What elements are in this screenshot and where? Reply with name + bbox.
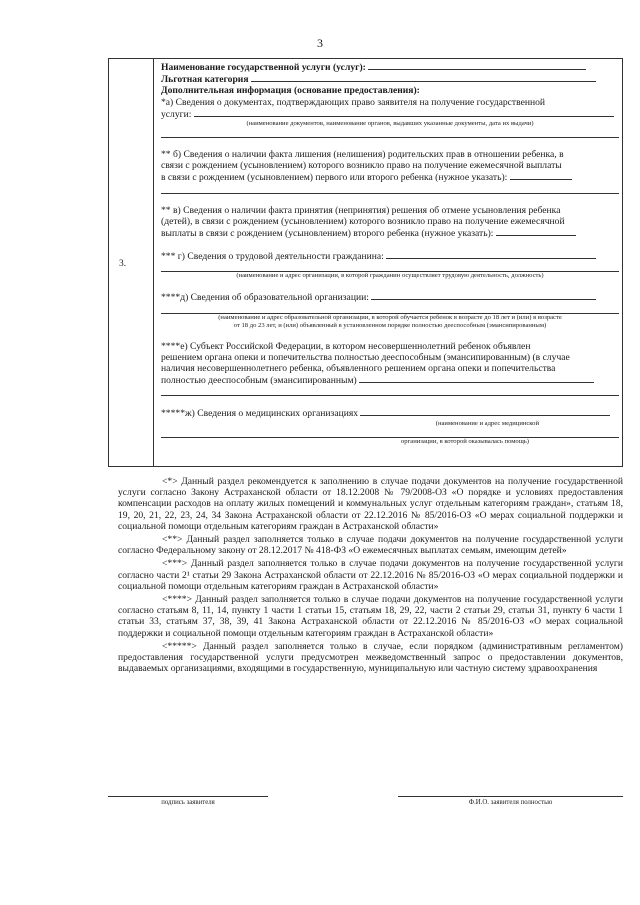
form-table <box>108 58 623 467</box>
item-d-blank-line[interactable] <box>161 304 619 314</box>
item-b-field[interactable] <box>161 171 619 183</box>
footnote: <***> Данный раздел заполняется только в случае подачи документов на получение государственной услуги согласно части 2¹ статьи 29 Закона Астраханской области от 22.12.2016 № 85/2016-ОЗ «О мерах социальной поддержки и социальной помощи отдельным категориям граждан в Астраханской области» <box>118 558 623 592</box>
item-d-caption-1: (наименование и адрес образовательной организации, в которой обучается ребенок в возрасте до 18 лет и (или) в возрасте <box>218 313 562 321</box>
item-a-blank-line[interactable] <box>161 128 619 138</box>
item-a-label: услуги: <box>161 108 192 120</box>
item-d-label: ****д) Сведения об образовательной организации: <box>161 292 369 304</box>
item-a-field[interactable] <box>161 108 619 120</box>
additional-info-label: Дополнительная информация (основание предоставления): <box>161 85 420 97</box>
item-v-text-1: ** в) Сведения о наличии факта принятия (непринятия) решения об отмене усыновления ребенка <box>161 204 561 216</box>
item-e-input[interactable] <box>359 374 594 383</box>
item-e-text-2: решением органа опеки и попечительства полностью дееспособным (эмансипированным) (в случае <box>161 351 570 363</box>
item-a-input[interactable] <box>194 108 614 117</box>
footnote: <*> Данный раздел рекомендуется к заполнению в случае подачи документов на получение государственной услуги согласно Закону Астраханской области от 18.12.2008 № 79/2008-ОЗ «О порядке и условиях предоставления компенсации расходов на оплату жилых помещений и коммунальных услуг отдельным категориям граждан», статьям 18, 19, 20, 21, 22, 23, 24, 34 Закона Астраханской области от 22.12.2016 № 85/2016-ОЗ «О мерах социальной поддержки и социальной помощи отдельным категориям граждан в Астраханской области» <box>118 476 623 532</box>
item-g-field[interactable] <box>161 250 619 262</box>
footnote: <****> Данный раздел заполняется только в случае подачи документов на получение государственной услуги согласно статьям 8, 11, 14, пункту 1 части 1 статьи 15, статьям 18, 29, 22, части 2 статьи 29, статьи 31, пункту 6 части 1 статьи 33, статьям 37, 38, 39, 41 Закона Астраханской области от 22.12.2016 № 85/2016-ОЗ «О мерах социальной поддержки и социальной помощи отдельным категориям граждан в Астраханской области» <box>118 594 623 639</box>
item-g-input[interactable] <box>386 250 596 259</box>
full-name-caption: Ф.И.О. заявителя полностью <box>398 796 623 806</box>
item-d-input[interactable] <box>371 291 596 300</box>
item-d-field[interactable] <box>161 291 619 303</box>
item-g-label: *** г) Сведения о трудовой деятельности гражданина: <box>161 251 384 263</box>
benefit-category-label: Льготная категория <box>161 74 249 86</box>
item-v-field[interactable] <box>161 227 619 239</box>
item-zh-caption-2: организации, в которой оказывалась помощь) <box>400 437 529 445</box>
row-number-column <box>109 59 154 466</box>
item-b-input[interactable] <box>510 171 572 180</box>
item-b-text-1: ** б) Сведения о наличии факта лишения (нелишения) родительских прав в отношении ребенка, в <box>161 149 564 161</box>
item-zh-label: *****ж) Сведения о медицинских организациях <box>161 408 359 420</box>
item-a-caption: (наименование документов, наименование органов, выдавших указанные документы, дата их выдачи) <box>246 120 534 128</box>
item-zh-caption-1: (наименование и адрес медицинской <box>435 419 539 427</box>
footnotes <box>118 476 623 676</box>
row-number: 3. <box>119 259 127 269</box>
item-e-text-3: наличия несовершеннолетнего ребенка, объявленного решением органа опеки и попечительства <box>161 363 556 375</box>
item-b-blank-line[interactable] <box>161 184 619 194</box>
item-e-text-1: ****е) Субъект Российской Федерации, в котором несовершеннолетний ребенок объявлен <box>161 340 531 352</box>
item-g-caption: (наименование и адрес организации, в которой гражданин осуществляет трудовую деятельность, должность) <box>236 272 544 280</box>
item-g-blank-line[interactable] <box>161 262 619 272</box>
item-e-field[interactable] <box>161 374 619 386</box>
item-zh-field[interactable] <box>161 407 619 419</box>
footnote: <**> Данный раздел заполняется только в случае подачи документов на получение государственной услуги согласно Федеральному закону от 28.12.2017 № 418-ФЗ «О ежемесячных выплатах семьям, имеющим детей» <box>118 534 623 557</box>
benefit-category-input[interactable] <box>251 73 596 82</box>
signature-caption: подпись заявителя <box>108 796 268 806</box>
item-a-text: *а) Сведения о документах, подтверждающих право заявителя на получение государственной <box>161 96 546 108</box>
signature-field[interactable] <box>108 796 268 806</box>
item-v-input[interactable] <box>496 227 576 236</box>
item-b-text-3: в связи с рождением (усыновлением) первого или второго ребенка (нужное указать): <box>161 172 508 184</box>
service-name-label: Наименование государственной услуги (услуг): <box>161 62 366 73</box>
item-d-caption-2: от 18 до 23 лет, и (или) объявленный в установленном порядке полностью дееспособным (эмансипированным) <box>233 321 547 329</box>
item-v-text-3: выплаты в связи с рождением (усыновлением) второго ребенка (нужное указать): <box>161 228 494 240</box>
item-e-blank-line[interactable] <box>161 386 619 396</box>
form-cell <box>161 61 619 446</box>
item-zh-input[interactable] <box>360 407 610 416</box>
service-name-field[interactable] <box>161 61 619 73</box>
service-name-input[interactable] <box>368 61 586 70</box>
footnote: <*****> Данный раздел заполняется только в случае, если порядком (административным регламентом) предоставления государственной услуги предусмотрен межведомственный запрос о предоставлении документов, выдаваемых организациями, входящими в государственную, муниципальную или частную систему здравоохранения <box>118 640 623 675</box>
page-number: 3 <box>317 36 323 50</box>
item-zh-blank-line[interactable] <box>161 428 619 438</box>
item-b-text-2: связи с рождением (усыновлением) которого возникло право на получение ежемесячной выплаты <box>161 160 562 172</box>
item-v-text-2: (детей), в связи с рождением (усыновлением) которого возникло право на получение ежемесячной <box>161 215 565 227</box>
full-name-field[interactable] <box>398 796 623 806</box>
item-e-text-4: полностью дееспособным (эмансипированным) <box>161 375 357 387</box>
benefit-category-field[interactable] <box>161 73 619 85</box>
